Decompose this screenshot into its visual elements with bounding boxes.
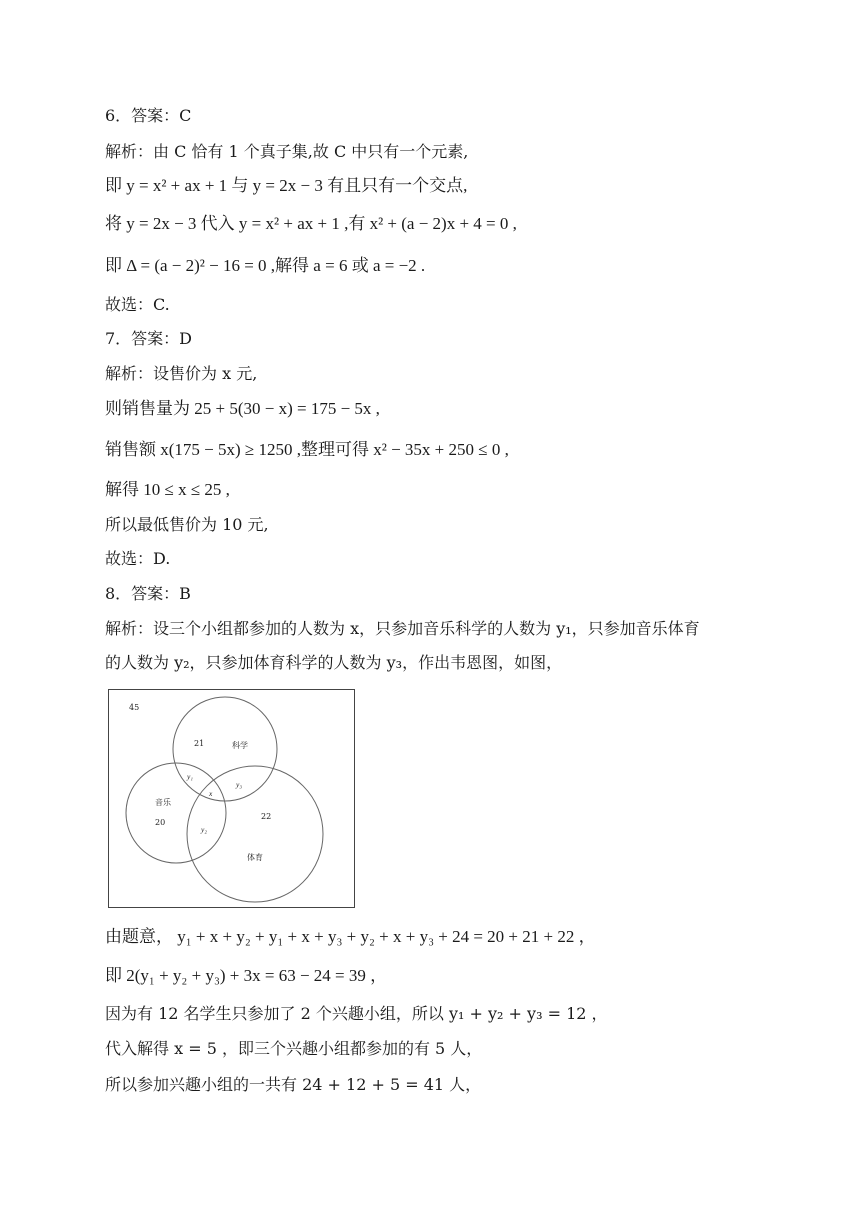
venn-y1: y₁: [187, 772, 193, 781]
venn-outside-count: 45: [129, 703, 140, 712]
venn-y2: y₂: [201, 825, 207, 834]
line-q8-explain-7: 所以参加兴趣小组的一共有 24 + 12 + 5 = 41 人，: [105, 1075, 482, 1094]
line-q7-explain-3: 销售额 x(175 − 5x) ≥ 1250 ,整理可得 x² − 35x + 250 ≤ 0 ,: [105, 440, 509, 459]
venn-music-only: 20: [155, 818, 166, 827]
venn-sport-only: 22: [261, 812, 272, 821]
line-q6-answer: 6．答案：C: [105, 106, 192, 125]
line-q7-choice: 故选：D.: [105, 549, 171, 568]
line-q6-choice: 故选：C.: [105, 295, 170, 314]
line-q8-answer: 8．答案：B: [105, 584, 191, 603]
line-q7-explain-5: 所以最低售价为 10 元,: [105, 515, 269, 534]
line-q8-explain-1: 解析：设三个小组都参加的人数为 x，只参加音乐科学的人数为 y₁，只参加音乐体育: [105, 619, 700, 638]
venn-diagram: [108, 689, 356, 909]
line-q8-explain-2: 的人数为 y₂，只参加体育科学的人数为 y₃，作出韦恩图，如图，: [105, 653, 563, 672]
line-q6-explain-1: 解析：由 C 恰有 1 个真子集,故 C 中只有一个元素,: [105, 142, 469, 161]
line-q8-explain-5: 因为有 12 名学生只参加了 2 个兴趣小组，所以 y₁ + y₂ + y₃ = 12 ，: [105, 1004, 608, 1023]
line-q8-explain-4: 即 2(y₁ + y₂ + y₃) + 3x = 63 − 24 = 39 ，: [105, 966, 388, 985]
venn-sport-circle: [187, 766, 323, 902]
line-q7-explain-1: 解析：设售价为 x 元,: [105, 364, 258, 383]
venn-science-only: 21: [194, 739, 205, 748]
venn-universe-box: [109, 690, 355, 908]
line-q6-explain-2: 即 y = x² + ax + 1 与 y = 2x − 3 有且只有一个交点,: [105, 176, 468, 195]
venn-music-circle: [126, 763, 226, 863]
line-q7-answer: 7．答案：D: [105, 329, 193, 348]
line-q7-explain-4: 解得 10 ≤ x ≤ 25 ,: [105, 480, 230, 499]
venn-sport-label: 体育: [247, 853, 263, 862]
venn-science-circle: [173, 697, 277, 801]
line-q6-explain-4: 即 Δ = (a − 2)² − 16 = 0 ,解得 a = 6 或 a = −2 .: [105, 256, 426, 275]
venn-science-label: 科学: [232, 741, 248, 750]
line-q7-explain-2: 则销售量为 25 + 5(30 − x) = 175 − 5x ,: [105, 399, 380, 418]
venn-music-label: 音乐: [155, 798, 171, 807]
venn-y3: y₃: [236, 780, 242, 789]
line-q6-explain-3: 将 y = 2x − 3 代入 y = x² + ax + 1 ,有 x² + (a − 2)x + 4 = 0 ,: [105, 214, 517, 233]
line-q8-explain-3: 由题意， y₁ + x + y₂ + y₁ + x + y₃ + y₂ + x + y₃ + 24 = 20 + 21 + 22 ，: [105, 927, 596, 946]
line-q8-explain-6: 代入解得 x = 5 ，即三个兴趣小组都参加的有 5 人，: [105, 1039, 483, 1058]
venn-center-x: x: [209, 789, 213, 798]
